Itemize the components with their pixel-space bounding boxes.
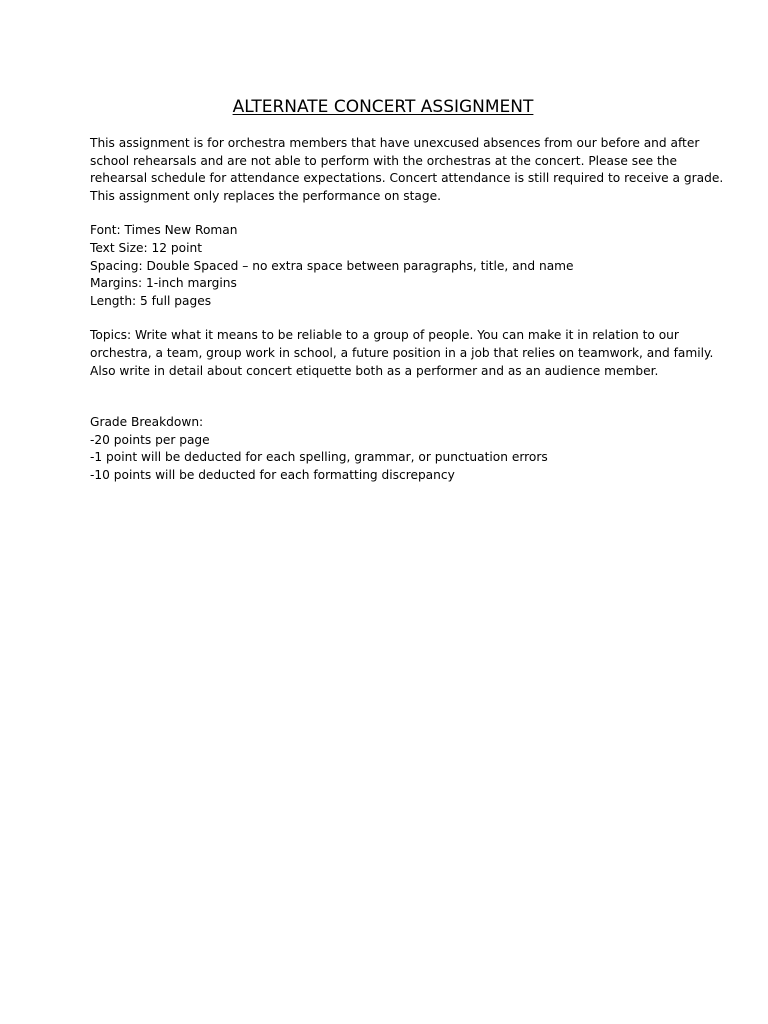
intro-line: school rehearsals and are not able to perform with the orchestras at the concert. Please see the [90,153,677,168]
grade-item: -20 points per page [90,432,210,447]
format-font: Font: Times New Roman [90,223,238,238]
intro-paragraph [90,135,724,205]
topics-line: Also write in detail about concert etiquette both as a performer and as an audience member. [90,363,659,378]
format-spacing: Spacing: Double Spaced – no extra space between paragraphs, title, and name [90,258,574,273]
format-margins: Margins: 1-inch margins [90,276,237,291]
intro-line: This assignment is for orchestra members that have unexcused absences from our before and after [90,136,700,150]
intro-line: rehearsal schedule for attendance expectations. Concert attendance is still required to receive a grade. [90,171,724,186]
topics-line: orchestra, a team, group work in school, a future position in a job that relies on teamwork, and family. [90,345,714,360]
grade-item: -1 point will be deducted for each spelling, grammar, or punctuation errors [90,450,548,465]
topics-paragraph [90,327,714,380]
intro-line: This assignment only replaces the performance on stage. [90,188,442,203]
topics-line: Topics: Write what it means to be reliable to a group of people. You can make it in relation to our [90,328,679,343]
page-title: ALTERNATE CONCERT ASSIGNMENT [232,97,534,117]
grade-item: -10 points will be deducted for each formatting discrepancy [90,467,455,482]
format-text-size: Text Size: 12 point [90,240,202,255]
format-length: Length: 5 full pages [90,293,212,308]
grade-heading: Grade Breakdown: [90,415,204,430]
grade-breakdown [90,414,676,484]
format-requirements [90,222,676,310]
